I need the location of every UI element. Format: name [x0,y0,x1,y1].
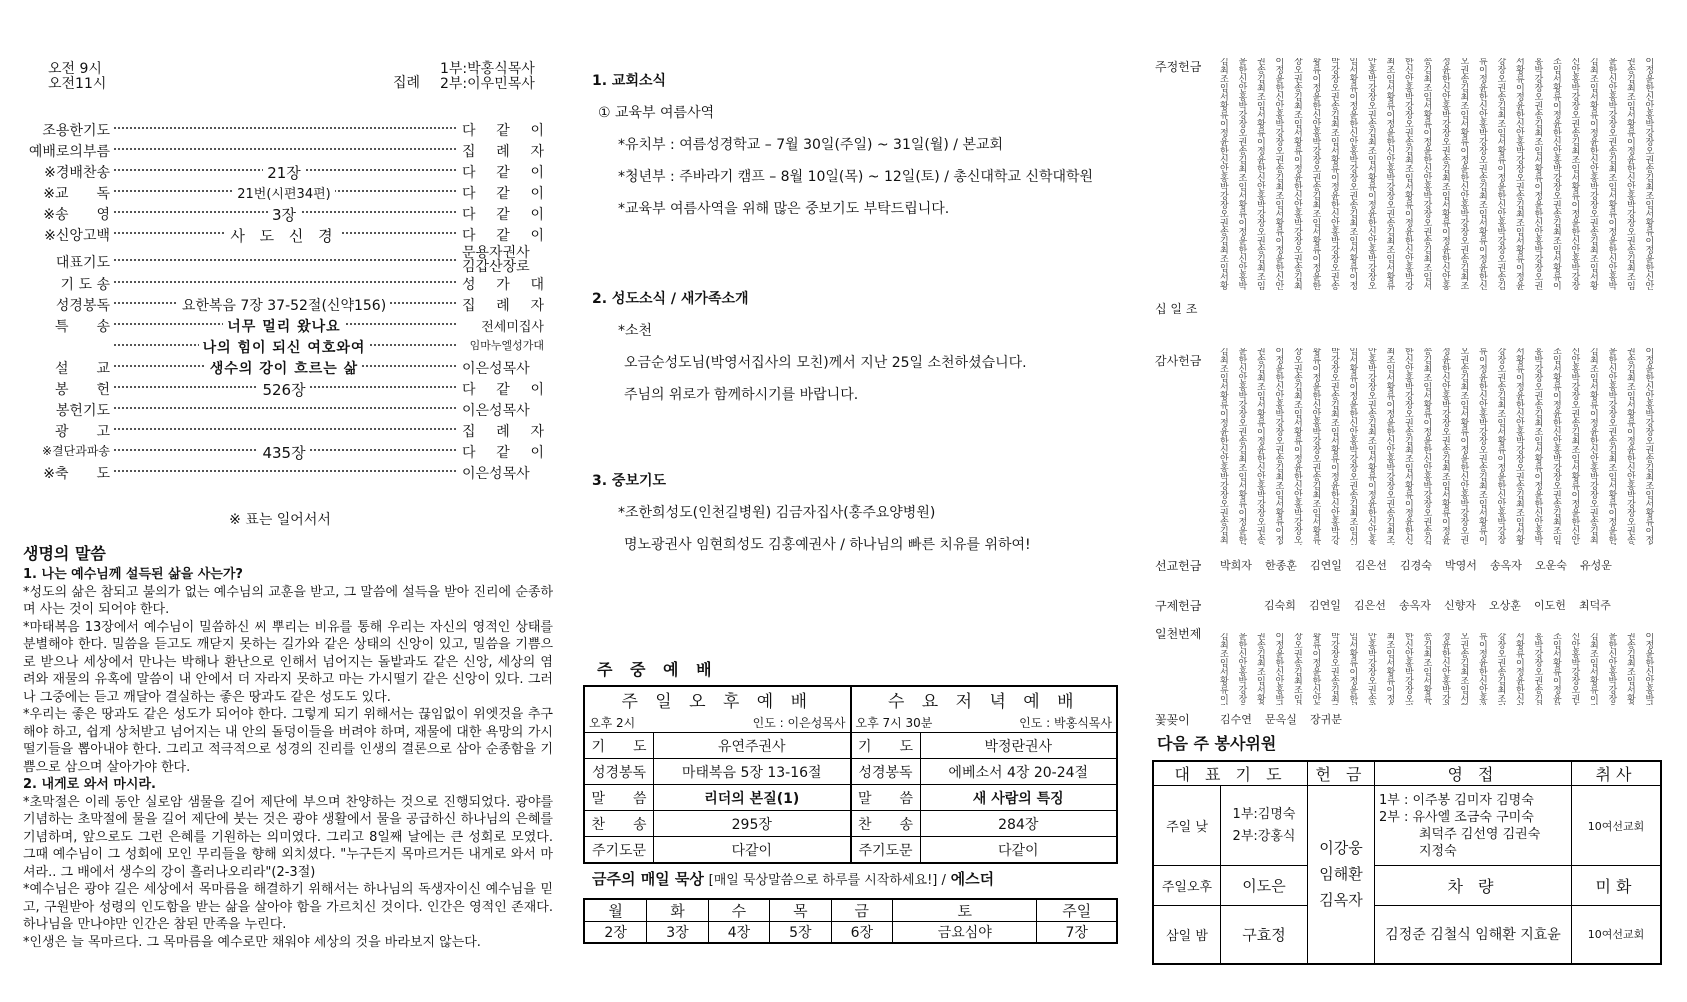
prayer-server: 2부:강홍식 [1232,828,1296,844]
name-column-texture: 강장오권송김최조임서황류이정윤한신안홍박강장 [1497,348,1507,545]
order-row [24,337,544,358]
name-column-texture: 안홍박강장오권송 [1368,633,1377,705]
name-column-texture: 김최조임서황류이정윤한신안홍박강장오권송김최 [1590,348,1599,545]
name: 문옥실 [1265,713,1297,726]
name-column-texture: 박강장오권송김최조임서황류이정윤한신안홍박강 [1331,348,1340,545]
name-column-texture: 류이정윤한신안홍 [1479,633,1488,705]
next-week-servers-title: 다음 주 봉사위원 [1157,734,1277,753]
order-label: 기 도 송 [60,277,110,293]
sermon-heading: 1. 나는 예수님께 설득된 삶을 사는가? [23,567,243,582]
name-column-texture: 이정윤한신안홍박 [1645,633,1655,705]
order-row [24,204,544,225]
name: 장귀분 [1310,713,1342,726]
daily-note: [매일 묵상말씀으로 하루를 시작하세요!] / [708,873,946,888]
news-subheading: *소천 [618,323,653,339]
name-column-texture: 임서황류이정윤한신안홍박강장오권송김최조임서황류이정 [1349,58,1359,290]
name-column-texture: 장오권송김최조임서황류이정윤한신안홍박강장오 [1294,348,1303,545]
day-header: 수 [708,899,769,922]
name-column-texture: 박강장오권송김최 [1331,633,1340,705]
news-line: *교육부 여름사역을 위해 많은 중보기도 부탁드립니다. [618,201,950,217]
row-label: 말 씀 [851,785,921,811]
name-column-texture: 류이정윤한신안홍박강장오권송김최조임서황류이정윤한신 [1479,58,1488,290]
row-label: 기 도 [851,733,921,759]
name-column-texture: 김최조임서황류이정윤한신안홍박강장오권송김최조임서황 [1590,58,1599,290]
sermon-paragraph: *인생은 늘 목마르다. 그 목마름을 예수로만 채워야 세상의 것을 바라보지 않는다. [23,934,481,950]
row-label: 성경봉독 [851,759,921,785]
wednesday-evening-title: 수 요 저 녁 예 배 [851,686,1118,712]
news-heading: 1. 교회소식 [592,73,667,89]
order-label: ※송 영 [43,207,110,223]
table-row [584,837,1117,864]
news-line: *조한희성도(인천길병원) 김금자집사(홍주요양병원) [618,505,936,521]
name-column-texture: 홍박강장오권송김최조임서황류이정윤한신안홍박 [1534,348,1544,545]
order-row [24,295,544,316]
dot-leader [114,470,456,472]
order-leader: 집 례 자 [462,298,544,314]
sunday-afternoon-title: 주 일 오 후 예 배 [584,686,851,712]
day-chapter: 3장 [647,922,708,944]
name-column-texture: 홍박강장오권송김 [1534,633,1544,705]
sermon-heading: 2. 내게로 와서 마시라. [23,777,156,792]
order-row [24,316,544,337]
name-column-texture: 황류이정윤한신안홍박강장오권송김최조임서황류이정윤한 [1312,58,1322,290]
order-leader: 성 가 대 [462,277,544,293]
day-header: 주일 [1037,899,1117,922]
name-column-texture: 김최조임서황류이 [1590,633,1599,705]
dot-leader [114,407,456,409]
order-item: 나의 힘이 되신 여호와여 [199,340,370,356]
dot-leader [114,281,456,283]
sermon-paragraph: *마태복음 13장에서 예수님이 밀씀하신 씨 뿌리는 비유를 통해 우리는 자신의 영적인 상태를 분별해야 한다. 밀씀을 듣고도 깨닫지 못하는 길가와 같은 상태의 신앙이 있고, 밀씀을 기쁨으로 받으나 세상에서 만나는 박해나 환난으로 인해서 넘어지는 돌밭과도 같은 신앙, 세상의 염려와 재물의 유혹에 말씀이 내 안에서 더 자라지 못하고 마는 가시떨기 같은 신앙이 있다. 그러나 그중에는 듣고 깨달아 결실하는 좋은 땅과도 같은 성도도 있다. [23,619,553,705]
name: 이도헌 [1534,599,1566,612]
name: 한종훈 [1265,559,1297,572]
order-leader: 다 같 이 [462,207,544,223]
name: 오운숙 [1535,559,1567,572]
day-header: 금 [831,899,892,922]
day-header: 월 [584,899,647,922]
order-leader: 다 같 이 [462,382,544,398]
order-item: 너무 멀리 왔나요 [223,319,344,335]
name-column-texture: 윤한신안홍박강장오권송김최조임서황류이정윤한신안홍박 [1238,58,1248,290]
name-column-texture: 서황류이정윤한신안홍박강장오권송김최조임서황류이정윤 [1516,58,1525,290]
order-leader: 다 같 이 [462,445,544,461]
news-line: *유치부 : 여름성경학교 – 7월 30일(주일) ~ 31일(월) / 본교회 [618,137,1004,153]
daily-title: 금주의 매일 묵상 [592,870,704,888]
name-column-texture: 안홍박강장오권송김최조임서황류이정윤한신안홍 [1368,348,1377,545]
row-label: 찬 송 [584,811,654,837]
offering-label-mission: 선교헌금 [1155,559,1202,573]
name: 김연일 [1310,559,1342,572]
table-row [584,811,1117,837]
row-label: 찬 송 [851,811,921,837]
sermon-title: 생명의 말씀 [23,544,106,563]
relief-names [1264,597,1624,613]
row-value: 새 사람의 특징 [920,785,1117,811]
name-column-texture: 한신안홍박강장오권송김최조임서황류이정윤한신안홍박강 [1405,58,1414,290]
col-header: 차 량 [1375,866,1572,906]
order-item: 3장 [268,206,300,224]
order-leader: 임마누엘성가대 [469,339,544,352]
order-row [24,400,544,421]
news-subheading: ① 교육부 여름사역 [598,105,715,121]
col-header: 미화 [1572,866,1662,906]
order-label: ※경배찬송 [44,165,110,181]
name-column-texture: 정윤한신안홍박강장오권송김최조임서황류이정윤한신안홍 [1442,58,1451,290]
row-label: 주일 낮 [1153,786,1221,866]
service-times [48,62,106,92]
order-label: 성경봉독 [55,298,110,314]
dot-leader [114,259,456,261]
table-row [584,733,1117,759]
order-leader: 이은성목사 [462,466,530,482]
offering-label-flower: 꽃꽂이 [1155,713,1190,727]
beauty-server: 10여선교회 [1572,906,1662,964]
order-leader: 집 례 자 [462,144,544,160]
name: 김은선 [1355,559,1387,572]
name-column-texture: 서황류이정윤한신안홍박강장오권송김최조임서황 [1516,348,1525,545]
row-value: 에베소서 4장 20-24절 [920,759,1117,785]
offering-label-first: 일천번제 [1155,627,1202,641]
name: 박영서 [1445,559,1477,572]
minister-2: 2부:이우민목사 [440,76,535,92]
name-column-texture: 임서황류이정윤한 [1349,633,1359,705]
name: 최덕주 [1579,599,1611,612]
name-column-texture: 신안홍박강장오권송김최조임서황류이정윤한신안홍박강장 [1571,58,1581,290]
offering-server: 임해환 [1319,865,1363,884]
name: 송옥자 [1490,559,1522,572]
prayer-server: 구효정 [1221,906,1308,964]
order-label: 대표기도 [55,255,110,271]
row-value: 284장 [920,811,1117,837]
order-leader: 다 같 이 [462,228,544,244]
name-column-texture: 송김최조임서황류 [1423,633,1433,705]
name-column-texture: 정윤한신안홍박강 [1442,633,1451,705]
name-column-texture: 권송김최조임서황류이정윤한신안홍박강장오권송김최조임 [1257,58,1266,290]
name-column-texture: 권송김최조임서황류이정윤한신안홍박강장오권송 [1257,348,1266,545]
name-column-texture: 임서황류이정윤한신안홍박강장오권송김최조임서 [1349,348,1359,545]
offering-label-relief: 구제헌금 [1155,599,1202,613]
order-row [24,183,544,204]
row-value: 다같이 [920,837,1117,864]
wednesday-leader: 인도 : 박홍식목사 [1019,715,1112,730]
church-news [592,70,1112,570]
name-column-texture: 김최조임서황류이정윤한신안홍박강장오권송김최 [1220,348,1229,545]
order-label: 예배로의부름 [28,144,110,160]
prayer-server: 1부:김명숙 [1232,806,1296,822]
name-column-texture: 윤한신안홍박강장오권송김최조임서황류이정윤한신안홍박 [1608,58,1618,290]
order-row [24,225,544,246]
order-leader: 다 같 이 [462,165,544,181]
daily-meditation-table [583,898,1118,944]
dot-leader [114,148,456,150]
order-label: ※교 독 [43,186,110,202]
name-column-texture: 강장오권송김최조 [1497,633,1507,705]
name-column-texture: 장오권송김최조임서황류이정윤한신안홍박강장오권송김최 [1294,58,1303,290]
lead-label: 집례 [393,75,421,91]
order-leader: 다 같 이 [462,186,544,202]
name: 신향자 [1444,599,1476,612]
name-column-texture: 장오권송김최조임 [1294,633,1303,705]
order-label: 광 고 [54,424,110,440]
prayer-server: 이도은 [1221,866,1308,906]
service-time-2: 오전11시 [48,76,107,92]
col-header: 대 표 기 도 [1153,761,1308,786]
greeting-server: 최덕주 김선영 김권숙 [1419,826,1541,842]
sunday-time: 오후 2시 [589,715,636,730]
day-header: 목 [770,899,831,922]
news-line: 명노광권사 임현희성도 김홍예권사 / 하나님의 빠른 치유를 위하여! [624,537,1031,553]
row-label: 말 씀 [584,785,654,811]
news-heading: 2. 성도소식 / 새가족소개 [592,291,749,307]
row-label: 주기도문 [584,837,654,864]
table-row [584,759,1117,785]
name-column-texture: 황류이정윤한신안 [1312,633,1322,705]
news-line: *청년부 : 주바라기 캠프 – 8월 10일(목) ~ 12일(토) / 총신대학교 신학대학원 [618,169,1094,185]
weekday-services-title: 주 중 예 배 [597,660,718,679]
order-row [24,274,544,295]
name-column-texture: 조임서황류이정윤 [1553,633,1562,705]
service-ministers [440,62,535,92]
order-item: 435장 [258,444,309,462]
name-column-texture: 권송김최조임서황 [1257,633,1266,705]
name-column-texture: 한신안홍박강장오권송김최조임서황류이정윤한신 [1405,348,1414,545]
mission-names [1220,557,1625,573]
name-column-texture: 최조임서황류이정윤한신안홍박강장오권송김최조 [1386,348,1396,545]
name-column-texture: 황류이정윤한신안홍박강장오권송김최조임서황류 [1312,348,1322,545]
name-column-texture: 최조임서황류이정윤한신안홍박강장오권송김최조임서황류 [1386,58,1396,290]
row-label: 삼일 밤 [1153,906,1221,964]
row-label: 기 도 [584,733,654,759]
name-column-texture: 안홍박강장오권송김최조임서황류이정윤한신안홍박강장오 [1368,58,1377,290]
name-column-texture: 김최조임서황류이 [1220,633,1229,705]
dot-leader [114,428,456,430]
greeting-server: 1부 : 이주봉 김미자 김명숙 [1379,792,1534,808]
order-leader: 이은성목사 [462,403,530,419]
day-chapter: 금요심야 [893,922,1037,944]
order-label: ※신앙고백 [44,228,110,244]
name: 김경숙 [1400,559,1432,572]
next-week-servers-table [1152,760,1662,965]
name-column-texture: 이정윤한신안홍박강장오권송김최조임서황류이정윤한신안 [1645,58,1655,290]
vehicle-server: 김정준 김철식 임해환 지효윤 [1375,906,1572,964]
row-label: 주기도문 [851,837,921,864]
order-leader: 집 례 자 [462,424,544,440]
row-label: 성경봉독 [584,759,654,785]
name-column-texture: 윤한신안홍박강장오권송김최조임서황류이정윤한 [1608,348,1618,545]
name-column-texture: 권송김최조임서황류이정윤한신안홍박강장오권송김최조임 [1627,58,1636,290]
name-column-texture: 권송김최조임서황 [1627,633,1636,705]
name-column-texture: 권송김최조임서황류이정윤한신안홍박강장오권송 [1627,348,1636,545]
name-column-texture: 김최조임서황류이정윤한신안홍박강장오권송김최조임서황 [1220,58,1229,290]
row-value: 박정란권사 [920,733,1117,759]
name-column-texture: 조임서황류이정윤한신안홍박강장오권송김최조임 [1553,348,1562,545]
greeting-server: 지정숙 [1419,843,1457,859]
order-leader: 이은성목사 [462,361,530,377]
name: 유성운 [1580,559,1612,572]
day-chapter: 4장 [708,922,769,944]
order-row [24,162,544,183]
greeting-server: 2부 : 유사엘 조금숙 구미숙 [1379,809,1534,825]
name-column-texture: 서황류이정윤한신 [1516,633,1525,705]
dot-leader [114,127,456,129]
sermon-paragraph: *초막절은 이레 동안 실로암 샘물을 길어 제단에 부으며 찬양하는 것으로 진행되었다. 광야를 기념하는 초막절에 물을 길어 제단에 붓는 것은 광야 생활에서 물을 공급하신 하나님의 은혜를 기념하며, 앞으로도 그런 은혜를 기원하는 의미였다. 그리고 8일째 날에는 큰 성회로 모였다. 그때 예수님이 그 성회에 모인 무리들을 향해 외치셨다. "누구든지 목마르거든 내게로 와서 마셔라.. 그 배에서 생수의 강이 흘러나오리라"(2-3절) [23,794,553,880]
table-row [584,785,1117,811]
day-chapter: 2장 [584,922,647,944]
name-column-texture: 홍박강장오권송김최조임서황류이정윤한신안홍박강장오권 [1534,58,1544,290]
name-column-texture: 이정윤한신안홍박강장오권송김최조임서황류이정윤한신안 [1275,58,1285,290]
order-row [24,379,544,400]
order-label: ※축 도 [43,466,110,482]
order-leader-2: 김갑산장로 [462,259,530,275]
order-item: 526장 [258,381,309,399]
order-row [24,421,544,442]
order-item: 사 도 신 경 [226,227,341,245]
offering-server: 이강웅 [1319,839,1363,858]
row-value: 유연주권사 [654,733,851,759]
daily-meditation [592,868,994,889]
weekday-services-table [583,685,1118,864]
day-chapter: 5장 [770,922,831,944]
name: 김은선 [1354,599,1386,612]
name-column-texture: 강장오권송김최조임서황류이정윤한신안홍박강장오권송김 [1497,58,1507,290]
name-column-texture: 신안홍박강장오권송김최조임서황류이정윤한신안 [1571,348,1581,545]
order-row [24,120,544,141]
offering-server: 김옥자 [1319,891,1363,910]
name-column-texture: 오권송김최조임서 [1460,633,1470,705]
name: 김연일 [1309,599,1341,612]
order-row [24,358,544,379]
name: 김수연 [1220,713,1252,726]
wednesday-time: 오후 7시 30분 [855,715,933,730]
name-column-texture: 신안홍박강장오권 [1571,633,1581,705]
name-column-texture: 이정윤한신안홍박강장오권송김최조임서황류이정 [1645,348,1655,545]
order-row [24,442,544,463]
order-row [24,463,544,484]
order-label: 조용한기도 [42,123,110,139]
offering-label-thanks: 감사헌금 [1155,354,1202,368]
flower-names [1220,711,1355,727]
name-column-texture: 윤한신안홍박강장오권송김최조임서황류이정윤한 [1238,348,1248,545]
name-column-texture: 박강장오권송김최조임서황류이정윤한신안홍박강장오권송 [1331,58,1340,290]
order-leader: 다 같 이 [462,123,544,139]
name-column-texture: 정윤한신안홍박강장오권송김최조임서황류이정윤 [1442,348,1451,545]
name-column-texture: 류이정윤한신안홍박강장오권송김최조임서황류이 [1479,348,1488,545]
order-leader: 전세미집사 [481,320,544,335]
name-column-texture: 이정윤한신안홍박강장오권송김최조임서황류이정 [1275,348,1285,545]
day-chapter: 7장 [1037,922,1117,944]
order-label: 봉 헌 [54,382,110,398]
row-value: 295장 [654,811,851,837]
stand-note: ※ 표는 일어서서 [229,512,331,528]
order-label: 설 교 [54,361,110,377]
minister-1: 1부:박홍식목사 [440,61,535,77]
news-heading: 3. 중보기도 [592,473,667,489]
order-label: ※결단과파송 [41,444,110,458]
name-column-texture: 송김최조임서황류이정윤한신안홍박강장오권송김 [1423,348,1433,545]
col-header: 취사 [1572,761,1662,786]
meal-server: 10여선교회 [1572,786,1662,866]
name: 김숙희 [1264,599,1296,612]
name-column-texture: 오권송김최조임서황류이정윤한신안홍박강장오권 [1460,348,1470,545]
news-line: 주님의 위로가 함께하시기를 바랍니다. [624,387,859,403]
offering-label-main: 주정헌금 [1155,60,1202,74]
sermon-paragraph: *우리는 좋은 땅과도 같은 성도가 되어야 한다. 그렇게 되기 위해서는 끊임없이 위엣것을 추구해야 하고, 쉽게 상처받고 넘어지는 내 안의 돌덩이들을 버려야 하며, 재물에 대한 욕망의 가시떨기들을 뽑아내야 한다. 그리고 적극적으로 성경의 진리를 인생의 결론으로 삼아 순종함을 기쁨으로 삼으며 살아가야 한다. [23,707,553,775]
order-item: 21번(시편34편) [233,187,334,202]
row-value: 마태복음 5장 13-16절 [654,759,851,785]
name-column-texture: 윤한신안홍박강장 [1608,633,1618,705]
name: 박희자 [1220,559,1252,572]
name-column-texture: 윤한신안홍박강장 [1238,633,1248,705]
sermon-paragraph: *성도의 삶은 참되고 불의가 없는 예수님의 교훈을 받고, 그 말씀에 설득을 받아 진리에 순종하며 사는 것이 되어야 한다. [23,584,553,617]
sermon-body [23,566,553,951]
order-of-worship [24,120,544,484]
name: 오상훈 [1489,599,1521,612]
name-column-texture: 최조임서황류이정 [1386,633,1396,705]
name-column-texture: 한신안홍박강장오 [1405,633,1414,705]
service-time-1: 오전 9시 [48,61,102,77]
name: 송옥자 [1399,599,1431,612]
row-value: 리더의 본질(1) [654,785,851,811]
day-chapter: 6장 [831,922,892,944]
news-line: 오금순성도님(박영서집사의 모친)께서 지난 25일 소천하셨습니다. [624,355,1027,371]
day-header: 토 [893,899,1037,922]
daily-book: 에스더 [950,870,995,888]
order-row [24,141,544,162]
day-header: 화 [647,899,708,922]
order-leader: 문용자권사 [462,245,530,261]
name-column-texture: 이정윤한신안홍박 [1275,633,1285,705]
order-item: 21장 [263,164,305,182]
row-label: 주일오후 [1153,866,1221,906]
order-item: 요한복음 7장 37-52절(신약156) [178,298,390,314]
name-column-texture: 조임서황류이정윤한신안홍박강장오권송김최조임서황류이 [1553,58,1562,290]
sermon-paragraph: *예수님은 광야 길은 세상에서 목마름을 해결하기 위해서는 하나님의 독생자이신 예수님을 믿고, 구원받아 성령의 인도함을 받는 삶을 살아야 함을 가르치신 것이다. 인간은 영적인 존재다. 하나님을 만나야만 인간은 참된 만족을 누린다. [23,882,553,932]
name-column-texture: 송김최조임서황류이정윤한신안홍박강장오권송김최조임서 [1423,58,1433,290]
offering-label-tithe: 십 일 조 [1155,302,1198,316]
col-header: 영 접 [1375,761,1572,786]
order-item: 생수의 강이 흐르는 삶 [206,361,362,377]
order-label: 봉헌기도 [55,403,110,419]
row-value: 다같이 [654,837,851,864]
name-column-texture: 오권송김최조임서황류이정윤한신안홍박강장오권송김최조 [1460,58,1470,290]
order-label: 특 송 [54,319,110,335]
col-header: 헌 금 [1308,761,1375,786]
sunday-leader: 인도 : 이은성목사 [752,715,846,730]
order-row [24,246,544,274]
